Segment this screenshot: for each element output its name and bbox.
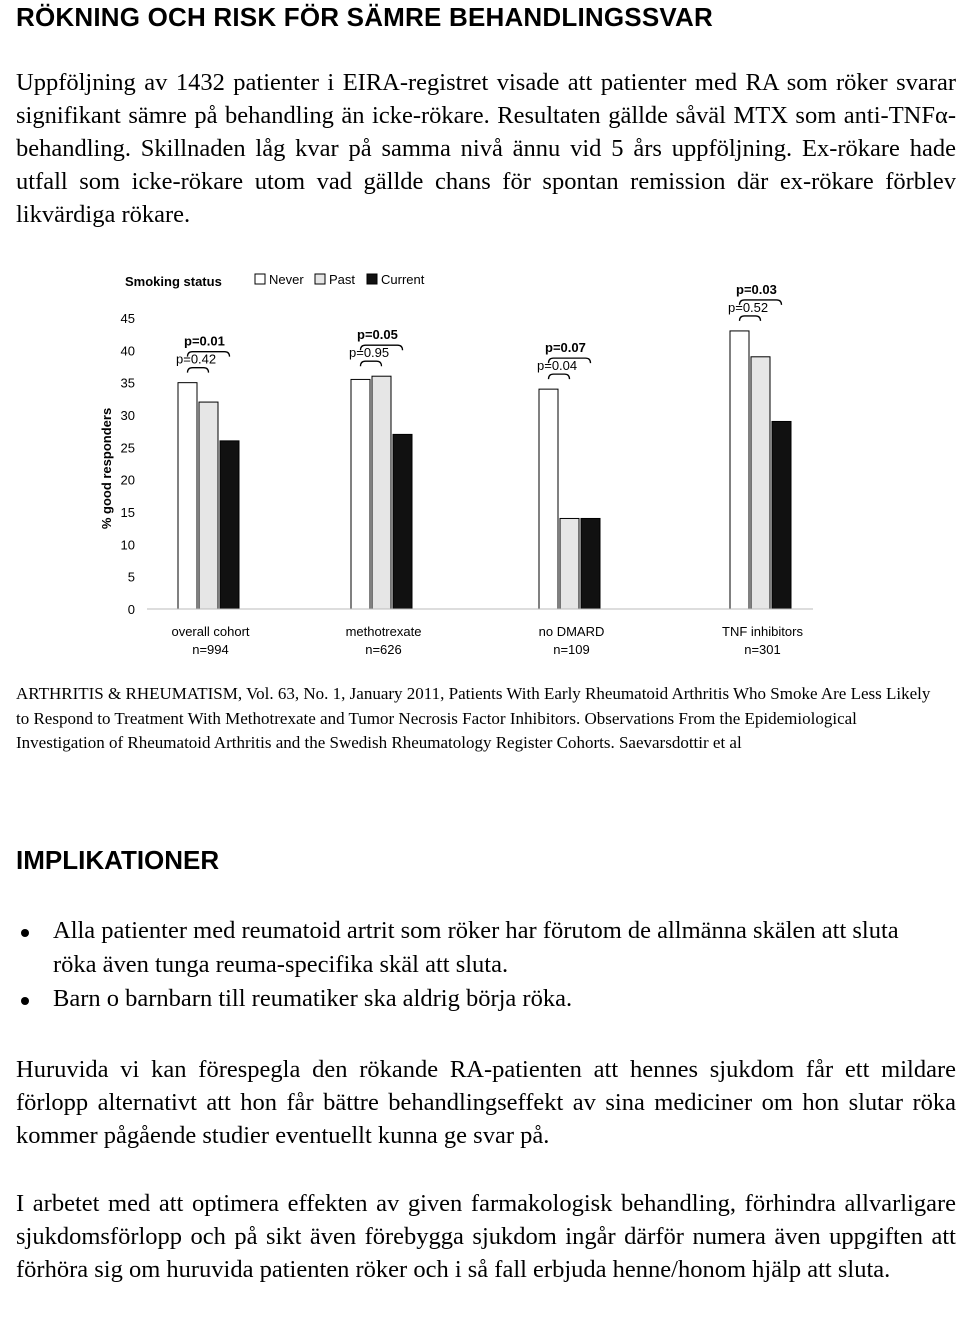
list-item xyxy=(16,982,946,1016)
bar-never xyxy=(539,389,558,609)
x-tick-n-label: n=301 xyxy=(744,642,781,657)
x-tick-label: methotrexate xyxy=(345,624,422,639)
y-tick-label: 5 xyxy=(127,569,135,585)
bracket-lower xyxy=(549,374,570,379)
x-tick-n-label: n=994 xyxy=(192,642,229,657)
legend-label: Never xyxy=(269,272,304,287)
bracket-lower xyxy=(740,316,761,321)
bar-current xyxy=(581,518,600,609)
y-tick-label: 15 xyxy=(120,505,135,520)
x-tick-label: TNF inhibitors xyxy=(722,624,803,639)
bullet-icon xyxy=(21,997,29,1005)
y-tick-label: 40 xyxy=(120,343,135,359)
bar-current xyxy=(220,441,239,609)
p-value-label: p=0.01 xyxy=(184,333,225,349)
legend-label: Past xyxy=(329,272,356,287)
bar-never xyxy=(351,379,370,609)
y-tick-label: 25 xyxy=(120,440,135,456)
intro-paragraph: Uppföljning av 1432 patienter i EIRA-registret visade att patienter med RA som röker svarar signifikant sämre på behandling än icke-rökare. Resultaten gällde såväl MTX som anti-TNFα- behandling. Skillnaden låg kvar på samma nivå ännu vid 5 års uppföljning. Ex-rökare hade utfall som icke-rökare utom vad gällde chans för spontan remission där ex-rökare förblev likvärdiga rökare. xyxy=(16,69,956,228)
bar-current xyxy=(772,421,791,609)
legend-title: Smoking status xyxy=(125,274,222,289)
body-paragraph-2: Huruvida vi kan förespegla den rökande RA-patienten att hennes sjukdom får ett mildare förlopp alternativt att hon får bättre behandlingseffekt av sina mediciner om hon slutar röka kommer pågående studier eventuellt kunna ge svar på. xyxy=(16,1056,956,1149)
legend-swatch xyxy=(315,274,325,284)
p-value-label: p=0.95 xyxy=(349,345,390,361)
chart-legend xyxy=(125,272,425,289)
y-tick-label: 20 xyxy=(120,472,135,488)
bar-never xyxy=(178,383,197,609)
bar-past xyxy=(199,402,218,609)
p-value-label: p=0.42 xyxy=(176,351,217,367)
x-axis xyxy=(147,609,813,657)
y-tick-label: 35 xyxy=(120,375,135,391)
x-tick-label: no DMARD xyxy=(538,624,605,639)
bar-never xyxy=(730,331,749,609)
list-item-text: Alla patienter med reumatoid artrit som röker har förutom de allmänna skälen att sluta röka även tunga reuma-specifika skäl att sluta. xyxy=(53,917,899,978)
legend-swatch xyxy=(255,274,265,284)
legend-label: Current xyxy=(381,272,425,287)
y-axis xyxy=(99,311,135,617)
list-item xyxy=(16,914,946,982)
x-tick-label: overall cohort xyxy=(171,624,250,639)
bullet-icon xyxy=(21,929,29,937)
figure-caption: ARTHRITIS & RHEUMATISM, Vol. 63, No. 1, January 2011, Patients With Early Rheumatoid Arthritis Who Smoke Are Less Likely to Respond to Treatment With Methotrexate and Tumor Necrosis Factor Inhibitors. Observations From the Epidemiological Investigation of Rheumatoid Arthritis and the Swedish Rheumatology Register Cohorts. Saevarsdottir et al xyxy=(16,684,931,752)
p-value-label: p=0.52 xyxy=(728,299,769,315)
p-value-label: p=0.03 xyxy=(736,281,777,297)
implications-heading: IMPLIKATIONER xyxy=(16,845,220,875)
bar-past xyxy=(560,518,579,609)
bar-past xyxy=(372,376,391,609)
body-paragraph-3: I arbetet med att optimera effekten av given farmakologisk behandling, förhindra allvarligare sjukdomsförlopp och på sikt även förebygga sjukdom ingår därför numera även uppgiften att förhöra sig om huruvida patienten röker och i så fall erbjuda henne/honom hjälp att sluta. xyxy=(16,1190,956,1283)
y-tick-label: 0 xyxy=(127,602,135,617)
y-axis-label: % good responders xyxy=(99,407,114,530)
smoking-response-chart xyxy=(95,264,815,664)
p-value-annotations xyxy=(176,282,782,379)
p-value-label: p=0.05 xyxy=(357,327,398,343)
section-heading: RÖKNING OCH RISK FÖR SÄMRE BEHANDLINGSSVAR xyxy=(16,2,713,32)
p-value-label: p=0.07 xyxy=(545,340,586,356)
legend-swatch xyxy=(367,274,377,284)
implications-list xyxy=(16,914,946,1016)
p-value-label: p=0.04 xyxy=(537,358,578,374)
bracket-lower xyxy=(361,361,382,366)
y-tick-label: 45 xyxy=(120,311,135,326)
bracket-lower xyxy=(188,368,209,373)
y-tick-label: 10 xyxy=(120,537,135,553)
x-tick-n-label: n=626 xyxy=(365,642,402,657)
list-item-text: Barn o barnbarn till reumatiker ska aldrig börja röka. xyxy=(53,985,573,1012)
bar-current xyxy=(393,434,412,609)
bars xyxy=(178,331,791,609)
x-tick-n-label: n=109 xyxy=(553,642,590,657)
y-tick-label: 30 xyxy=(120,408,135,423)
bar-past xyxy=(751,357,770,609)
